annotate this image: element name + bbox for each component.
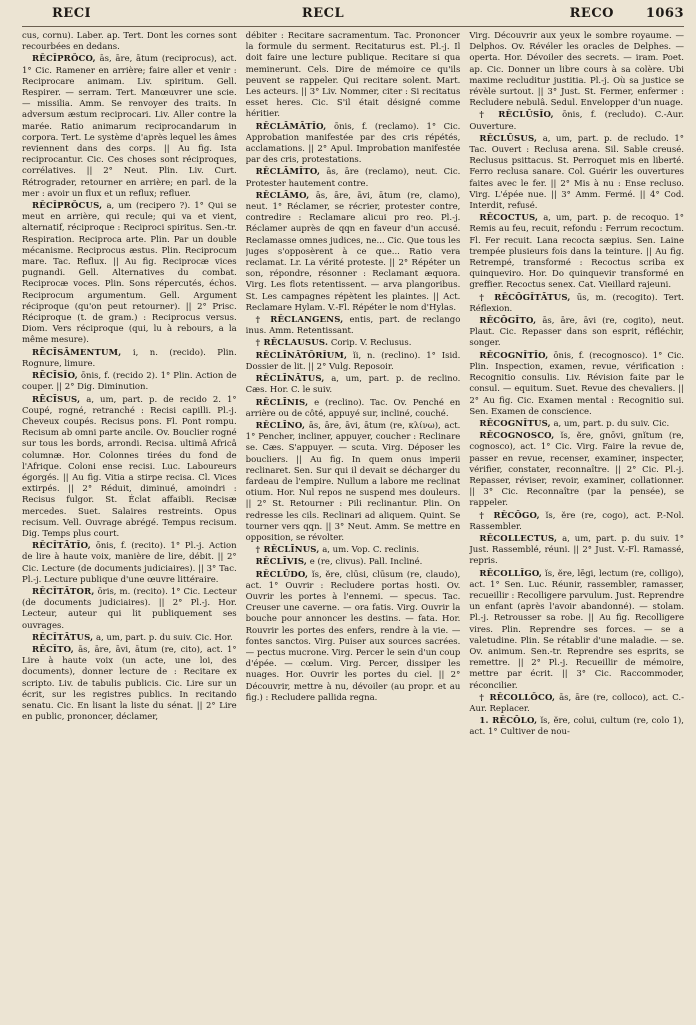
dictionary-entry xyxy=(469,293,684,315)
entry-headword: † RĔCLAUSUS. xyxy=(255,338,329,349)
entry-headword: RĔCOGNĬTĬO, xyxy=(479,350,549,361)
dictionary-entry xyxy=(22,54,237,200)
entry-headword: RĒCĪSĀMENTUM, xyxy=(32,347,122,358)
column-3 xyxy=(469,31,684,1021)
entry-definition: ās, āre (reclamo), neut. Cic. Protester hautement contre. xyxy=(245,167,461,189)
column-2 xyxy=(246,31,461,1021)
dictionary-entry xyxy=(246,315,461,337)
dictionary-entry xyxy=(246,374,461,396)
entry-headword: RĔCLĪNO, xyxy=(255,420,306,431)
page-number: 1063 xyxy=(645,6,684,21)
entry-definition: a, um. Vop. C. reclinis. xyxy=(322,545,420,556)
entry-definition: ĭs, ĕre, gnōvi, gnĭtum (re, cognosco), act. 1° Cic. Virg. Faire la revue de, passer en revue, recenser, examiner, inspecter, vérifier, constater, reconnaître. || 2° Cic. Pl.-j. Repasser, réviser, revoir, examiner, collationner. || 3° Cic. Reconnaître (par la pensée), se rappeler. xyxy=(469,431,684,509)
dictionary-entry xyxy=(22,31,237,53)
dictionary-entry xyxy=(469,431,684,509)
entry-definition: a, um, part. p. de reclino. Cæs. Hor. C. le suiv. xyxy=(245,374,461,396)
entry-definition: Virg. Découvrir aux yeux le sombre royaume. — Delphos. Ov. Révéler les oracles de Delphes. — operta. Hor. Dévoiler des secrets. — iram. Poet. ap. Cic. Donner un libre cours à sa colère. Ubi maxime recluditur justitia. Pl.-j. Où sa justice se révèle surtout. || 3° Just. St. Fermer, enfermer : Recludere nebulâ. Sedul. Envelopper d'un nuage. xyxy=(469,31,684,109)
dictionary-entry xyxy=(22,645,237,723)
entry-headword: † RĔCLĪNUS, xyxy=(255,545,320,556)
entry-definition: ās, āre, āvi, ātum (re, clamo), neut. 1° Réclamer, se récrier, protester contre, contredire : Reclamare alicui pro reo. Pl.-j. Réclamer auprès de qqn en faveur d'un accusé. Reclamasse omnes judices, ne... Cic. Que tous les juges s'opposèrent à ce que... Ratio vera reclamat. Lr. La vérité proteste. || 2° Répéter un son, répondre, résonner : Reclamant æquora. Virg. Les flots retentissent. — arva plangoribus. St. Les campagnes répètent les plaintes. || Act. Reclamare Hylam. V.-Fl. Répéter le nom d'Hylas. xyxy=(245,190,461,313)
entry-headword: RĔCOCTUS, xyxy=(479,213,539,224)
dictionary-entry xyxy=(469,351,684,418)
dictionary-entry xyxy=(469,419,684,430)
entry-definition: débiter : Recitare sacramentum. Tac. Prononcer la formule du serment. Recitaturus est. Pl.-j. Il doit faire une lecture publique. Recitare si qua meminerunt. Cels. Dire de mémoire ce qu'ils peuvent se rappeler. Qui recitare solent. Mart. Les acteurs. || 3° Liv. Nommer, citer : Si recitatus esset heres. Cic. S'il était désigné comme héritier. xyxy=(245,31,461,120)
dictionary-entry xyxy=(22,395,237,541)
dictionary-entry xyxy=(246,570,461,704)
dictionary-entry xyxy=(22,348,237,370)
entry-definition: ās, āre (re, colloco), act. C.-Aur. Replacer. xyxy=(469,692,684,714)
entry-definition: ās, āre, āvi, ātum (re, κλίνω), act. 1° Pencher, incliner, appuyer, coucher : Reclinare se. Cæs. S'appuyer. — scuta. Virg. Déposer les boucliers. || Au fig. In quem onus imperii reclinaret. Sen. Sur qui il devait se décharger du fardeau de l'empire. Nullum a labore me reclinat otium. Hor. Nul repos ne suspend mes douleurs. || 2° St. Retourner : Pili reclinantur. Plin. On redresse les cils. Reclinari ad aliquem. Quint. Se tourner vers qqn. || 3° Neut. Amm. Se mettre en opposition, se révolter. xyxy=(245,420,461,543)
entry-definition: ĭs, ĕre, lēgi, lectum (re, colligo), act. 1° Sen. Luc. Réunir, rassembler, ramasser, recueillir : Recolligere parvulum. Just. Reprendre un enfant (après l'avoir abandonné). — stolam. Pl.-j. Retrousser sa robe. || Au fig. Recolligere vires. Plin. Reprendre ses forces. — se a valetudine. Plin. Se rétablir d'une maladie. — se. Ov. animum. Sen.-tr. Reprendre ses esprits, se remettre. || 2° Pl.-j. Recueillir de mémoire, mettre par écrit. || 3° Cic. Raccommoder, réconcilier. xyxy=(469,568,684,691)
dictionary-entry xyxy=(246,351,461,373)
entry-definition: a, um, part. p. du suiv. Cic. Hor. xyxy=(95,632,233,643)
entry-definition: ĭi, n. (reclino). 1° Isid. Dossier de lit. || 2° Vulg. Reposoir. xyxy=(245,350,461,372)
dictionary-entry xyxy=(22,541,237,586)
entry-headword: RĔCĬTO, xyxy=(32,644,74,655)
entry-headword: RĔCOGNĬTUS, xyxy=(479,418,551,429)
entry-headword: RĔCĬTĀTUS, xyxy=(32,632,94,643)
entry-definition: ās, āre, āvi (re, cogito), neut. Plaut. Cic. Repasser dans son esprit, réfléchir, songer. xyxy=(469,316,684,349)
entry-definition: a, um, part. p. de recoquo. 1° Remis au feu, recuit, refondu : Ferrum recoctum. Fl. Fer recuit. Lana recocta sæpius. Sen. Laine trempée plusieurs fois dans la teinture. || Au fig. Retrempé, transformé : Recoctus scriba ex quinqueviro. Hor. Do quinquevir transformé en greffier. Recoctus senex. Cat. Vieillard rajeuni. xyxy=(469,213,684,291)
entry-definition: a, um, part. p. de recido 2. 1° Coupé, rogné, retranché : Recisi capilli. Pl.-j. Cheveux coupés. Recisus pons. Fl. Pont rompu. Recisum ab omni parte ancile. Ov. Bouclier rogné sur tous les bords, arrondi. Recisa. ultimâ Africâ columnæ. Hor. Colonnes tirées du fond de l'Afrique. Coloni ense recisi. Luc. Laboureurs égorgés. || Au fig. Vitia a stirpe recisa. Cl. Vices extirpés. || 2° Réduit, diminué, amoindri : Recisus fulgor. St. Éclat affaibli. Recisæ mercedes. Suet. Salaires restreints. Opus recisum. Vell. Ouvrage abrégé. Tempus recisum. Dig. Temps plus court. xyxy=(22,394,237,539)
dictionary-entry xyxy=(246,557,461,568)
dictionary-entry xyxy=(469,716,684,738)
entry-headword: RĔCĬTĀTOR, xyxy=(32,586,95,597)
dictionary-entry xyxy=(469,534,684,568)
entry-definition: e (re, clivus). Pall. Incliné. xyxy=(309,557,423,568)
dictionary-entry xyxy=(469,134,684,212)
entry-definition: entis, part. de reclango inus. Amm. Retentissant. xyxy=(245,315,461,337)
entry-definition: ās, āre, ātum (reciprocus), act. 1° Cic. Ramener en arrière; faire aller et venir : Reciprocare animam. Liv. spiritum. Gell. Respirer. — serram. Tert. Manœuvrer une scie. — missilia. Amm. Se renvoyer des traits. In adversum æstum reciprocari. Liv. Aller contre la marée. Ratio animarum reciprocandarum in corpora. Tert. Le système d'après lequel les âmes reviennent dans des corps. || Au fig. Ista reciprocantur. Cic. Ces choses sont réciproques, corrélatives. || 2° Neut. Plin. Liv. Curt. Rétrograder, retourner en arrière; en parl. de la mer : avoir un flux et un reflux; refluer. xyxy=(22,54,237,199)
dictionary-entry xyxy=(246,31,461,121)
entry-definition: a, um (recipero ?). 1° Qui se meut en arrière, qui recule; qui va et vient, alternatif, réciproque : Reciproci spiritus. Sen.-tr. Respiration. Reciproca arte. Plin. Par un double mécanisme. Reciprocus æstus. Plin. Reciprocum mare. Tac. Reflux. || Au fig. Reciprocæ vices pugnandi. Gell. Alternatives du combat. Reciprocæ voces. Plin. Sons répercutés, échos. Reciprocum argumentum. Gell. Argument réciproque (qu'on peut retourner). || 2° Prisc. Réciproque (t. de gram.) : Reciprocus versus. Diom. Vers réciproque (qui, lu à rebours, a la même mesure). xyxy=(22,201,237,346)
entry-definition: i, n. (recido). Plin. Rognure, limure. xyxy=(22,347,237,369)
entry-definition: ōnis, f. (recludo). C.-Aur. Ouverture. xyxy=(469,110,684,132)
entry-headword: RĔCĬPRŎCO, xyxy=(32,54,96,65)
entry-headword: RĔCOLLECTUS, xyxy=(479,533,558,544)
entry-headword: † RĔCLANGENS, xyxy=(255,315,344,326)
entry-headword: † RĔCLŪSĬO, xyxy=(479,110,554,121)
entry-definition: ĭs, ĕre, clūsi, clūsum (re, claudo), act. 1° Ouvrir : Recludere portas hosti. Ov. Ouvrir les portes à l'ennemi. — specus. Tac. Creuser une caverne. — ora fatis. Virg. Ouvrir la bouche pour annoncer les destins. — fata. Hor. Rouvrir les portes des enfers, rendre à la vie. — fontes sanctos. Virg. Puiser aux sources sacrées. — pectus mucrone. Virg. Percer le sein d'un coup d'épée. — cœlum. Virg. Percer, dissiper les nuages. Hor. Ouvrir les portes du ciel. || 2° Découvrir, mettre à nu, dévoiler (au propr. et au fig.) : Recludere pallida regna. xyxy=(245,569,461,703)
dictionary-entry xyxy=(246,167,461,189)
entry-headword: 1. RĔCŌLO, xyxy=(479,716,538,727)
dictionary-entry xyxy=(469,316,684,350)
entry-definition: e (reclino). Tac. Ov. Penché en arrière ou de côté, appuyé sur, incliné, couché. xyxy=(245,397,461,419)
entry-definition: ōnis, f. (recido 2). 1° Plin. Action de couper. || 2° Dig. Diminution. xyxy=(22,371,237,393)
entry-headword: RĔCLĪVIS, xyxy=(255,557,308,568)
dictionary-entry xyxy=(22,633,237,644)
entry-definition: ĭs, ĕre (re, cogo), act. P.-Nol. Rassembler. xyxy=(469,510,684,532)
entry-headword: † RĔCŌGĬTĀTUS, xyxy=(479,292,571,303)
dictionary-entry xyxy=(469,213,684,291)
entry-definition: cus, cornu). Laber. ap. Tert. Dont les cornes sont recourbées en dedans. xyxy=(22,31,237,53)
dictionary-entry xyxy=(469,511,684,533)
entry-definition: a, um, part. p. de recludo. 1° Tac. Ouvert : Reclusa arena. Sil. Sable creusé. Reclusus psittacus. St. Perroquet mis en liberté. Ferro reclusa sanare. Col. Guérir les ouvertures faites avec le fer. || 2° Mis à nu : Ense recluso. Virg. L'épée nue. || 3° Amm. Fermé. || 4° Cod. Interdit, refusé. xyxy=(469,133,684,212)
entry-headword: RĔCLĀMO, xyxy=(255,190,310,201)
column-1 xyxy=(22,31,237,1021)
entry-definition: ĭs, ĕre, colui, cultum (re, colo 1), act. 1° Cultiver de nou- xyxy=(469,716,684,738)
entry-headword: RĔCOLLĬGO, xyxy=(479,568,543,579)
dictionary-entry xyxy=(246,545,461,556)
dictionary-entry xyxy=(246,398,461,420)
entry-definition: ās, āre, āvi, ātum (re, cito), act. 1° Lire à haute voix (un acte, une loi, des documents), donner lecture de : Recitare ex scripto. Liv. de tabulis publicis. Cic. Lire sur un écrit, sur les registres publics. In recitando senatu. Cic. En lisant la liste du sénat. || 2° Lire en public, prononcer, déclamer, xyxy=(22,644,237,723)
dictionary-entry xyxy=(246,191,461,314)
dictionary-entry xyxy=(469,110,684,132)
dictionary-entry xyxy=(246,421,461,544)
entry-headword: RĔCLĪNIS, xyxy=(255,397,309,408)
dictionary-entry xyxy=(246,338,461,349)
dictionary-entry xyxy=(469,569,684,692)
entry-headword: RĔCLĪNĀTŌRĬUM, xyxy=(255,350,348,361)
running-head-center: RECL xyxy=(301,6,345,21)
dictionary-entry xyxy=(22,587,237,632)
dictionary-entry xyxy=(469,31,684,109)
entry-headword: RĔCĬTĀTĬO, xyxy=(32,541,91,552)
entry-headword: † RĔCOLLŎCO, xyxy=(479,692,556,703)
entry-definition: ōris, m. (recito). 1° Cic. Lecteur (de documents judiciaires). || 2° Pl.-j. Hor. Lecteur, auteur qui lit publiquement ses ouvrages. xyxy=(22,586,237,631)
entry-headword: RĔCLŪDO, xyxy=(255,569,309,580)
entry-headword: RĒCĪSUS, xyxy=(32,394,81,405)
text-columns xyxy=(22,31,684,1021)
entry-headword: RĔCLĪNĀTUS, xyxy=(255,374,325,385)
entry-headword: RĒCĪSĬO, xyxy=(32,371,78,382)
running-head-left: RECI xyxy=(52,6,92,21)
entry-definition: a, um, part. p. du suiv. Cic. xyxy=(553,418,670,429)
running-head-right: RECO xyxy=(569,6,614,21)
entry-definition: ōnis, f. (recognosco). 1° Cic. Plin. Inspection, examen, revue, vérification : Recognitio consulis. Liv. Révision faite par le consul. — equitum. Suet. Revue des chevaliers. || 2° Au fig. Cic. Examen mental : Recognitio sui. Sen. Examen de conscience. xyxy=(469,350,684,417)
entry-headword: RĔCLĀMĬTO, xyxy=(255,167,321,178)
running-head xyxy=(22,6,684,27)
dictionary-entry xyxy=(246,122,461,167)
entry-definition: ōnis, f. (reclamo). 1° Cic. Approbation manifestée par des cris répétés, acclamations. || 2° Apul. Improbation manifestée par des cris, protestations. xyxy=(245,121,461,166)
entry-definition: Corip. V. Reclusus. xyxy=(330,338,412,349)
entry-headword: RĔCLĀMĀTĬO, xyxy=(255,121,327,132)
entry-headword: † RĔCŌGO, xyxy=(479,510,540,521)
dictionary-entry xyxy=(469,693,684,715)
entry-headword: RĔCĬPRŎCUS, xyxy=(32,201,103,212)
entry-definition: ūs, m. (recogito). Tert. Réflexion. xyxy=(469,292,684,314)
dictionary-entry xyxy=(22,201,237,347)
entry-headword: RĔCOGNOSCO, xyxy=(479,431,555,442)
dictionary-entry xyxy=(22,371,237,393)
entry-definition: a, um, part. p. du suiv. 1° Just. Rassemblé, réuni. || 2° Just. V.-Fl. Ramassé, repris. xyxy=(469,533,684,567)
entry-headword: RĔCLŪSUS, xyxy=(479,133,538,144)
entry-headword: RĔCŌGĬTO, xyxy=(479,316,537,327)
entry-definition: ōnis, f. (recito). 1° Pl.-j. Action de lire à haute voix, manière de lire, débit. || 2° Cic. Lecture (de documents judiciaires). || 3° Tac. Pl.-j. Lecture publique d'une œuvre littéraire. xyxy=(22,541,237,585)
